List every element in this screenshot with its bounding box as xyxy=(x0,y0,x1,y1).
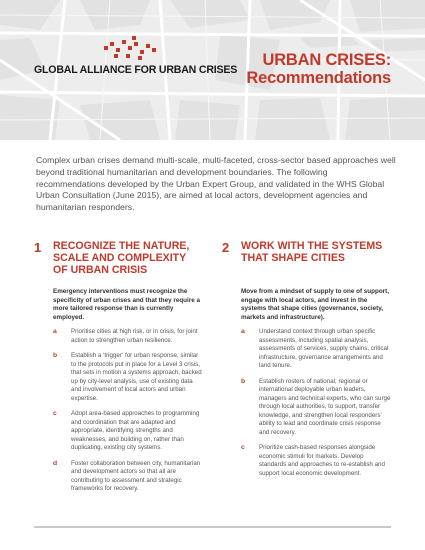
section-number: 2 xyxy=(222,240,230,255)
list-item xyxy=(53,460,203,494)
item-text: Understand context through urban specific assessments, including spatial analysis, assessments of services, supply chains, critical infrastructure, governance arrangements and land tenure. xyxy=(259,328,389,370)
item-marker: c xyxy=(53,410,57,418)
list-item xyxy=(241,444,391,478)
section-title: WORK WITH THE SYSTEMS THAT SHAPE CITIES xyxy=(241,240,383,265)
section-heading xyxy=(34,240,206,286)
page-title: URBAN CRISES: xyxy=(262,51,391,69)
intro-paragraph: Complex urban crises demand multi-scale, multi-faceted, cross-sector based approaches well beyond traditional humanitarian and development boundaries. The following recommendations developed by the Urban Expert Group, and validated in the WHS Global Urban Consultation (June 2015), are aimed at local actors, development agencies and humanitarian responders. xyxy=(36,155,396,213)
recommendation-list xyxy=(241,328,394,478)
section-lead: Move from a mindset of supply to one of support, engage with local actors, and invest in the systems that shape cities (governance, society, markets and infrastructure). xyxy=(241,288,389,321)
recommendation-list xyxy=(53,328,206,494)
section-number: 1 xyxy=(34,240,42,255)
section-lead: Emergency interventions must recognize the specificity of urban crises and that they require a more tailored response than is currently employed. xyxy=(53,288,200,321)
list-item xyxy=(53,352,203,403)
item-text: Adopt area-based approaches to programming and coordination that are adapted and appropriate, identifying strengths and weaknesses, and building on, rather than duplicating, existing city systems. xyxy=(71,410,200,452)
org-name: GLOBAL ALLIANCE FOR URBAN CRISES xyxy=(34,64,238,76)
section-recognize xyxy=(34,240,206,501)
page-subtitle: Recommendations xyxy=(246,69,391,87)
page-header xyxy=(0,0,425,140)
item-text: Establish a ‘trigger’ for urban response, similar to the protocols put in place for a Level 3 crisis, that sets in motion a systems approach, backed up by city-level analysis, use of existing data and involvement of local actors and urban expertise. xyxy=(71,352,202,402)
item-marker: a xyxy=(53,328,57,336)
section-heading xyxy=(222,240,394,286)
item-marker: a xyxy=(241,328,245,336)
item-marker: c xyxy=(241,444,245,452)
list-item xyxy=(53,410,203,453)
item-marker: d xyxy=(53,459,58,467)
list-item xyxy=(53,328,203,345)
section-work-with-systems xyxy=(222,240,394,485)
item-text: Establish rosters of national, regional or international deployable urban leaders, managers and technical experts, who can surge through local authorities, to support, transfer knowledge, and strengthen local responders’ ability to lead and coordinate crisis response and recovery. xyxy=(259,377,391,436)
list-item xyxy=(241,328,391,371)
list-item xyxy=(241,378,391,438)
item-marker: b xyxy=(241,377,246,385)
item-text: Foster collaboration between city, humanitarian and development actors so that all are contributing to assessment and strategic frameworks for recovery. xyxy=(71,459,201,493)
item-text: Prioritise cities at high risk, or in crisis, for joint action to strengthen urban resilience. xyxy=(71,328,198,344)
item-text: Prioritize cash-based responses alongside economic stimuli for markets. Develop standards and approaches to re-establish and support local economic development. xyxy=(259,444,385,477)
footer-divider xyxy=(34,526,391,528)
item-marker: b xyxy=(53,352,58,360)
section-title: RECOGNIZE THE NATURE, SCALE AND COMPLEXITY OF URBAN CRISIS xyxy=(53,240,190,277)
